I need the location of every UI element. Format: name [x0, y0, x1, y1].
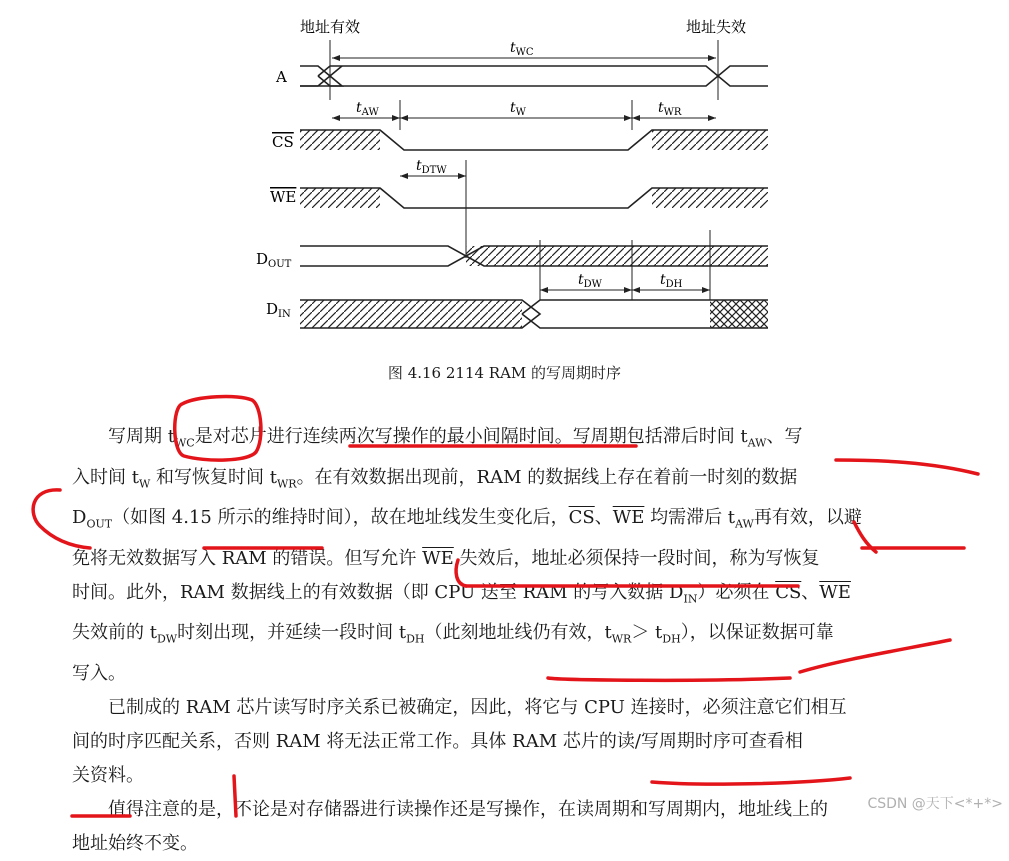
p1-line-7: 写入。: [72, 662, 126, 684]
p2-line-2: 间的时序匹配关系，否则 RAM 将无法正常工作。具体 RAM 芯片的读/写周期时序可查看相: [72, 730, 803, 752]
signal-din-label: $D_{IN}$: [266, 300, 291, 320]
write-cycle-timing-diagram: [0, 0, 1009, 400]
t-wr-label: $t_{WR}$: [658, 100, 682, 118]
t-w-label: $t_W$: [510, 100, 526, 118]
label-address-invalid: 地址失效: [686, 18, 747, 36]
din-crosshatch: [710, 300, 768, 328]
p1-line-6: 失效前的 $t_{DW}$时刻出现，并延续一段时间 $t_{DH}$（此刻地址线仍有效，$t_{WR}> t_{DH}$），以保证数据可靠: [72, 622, 834, 646]
t-wc-label: $t_{WC}$: [510, 40, 534, 58]
paragraph-1: [72, 420, 972, 691]
csdn-watermark: CSDN @天下<*+*>: [867, 796, 1003, 812]
signal-cs-label: CS: [272, 133, 294, 151]
p2-line-3: 关资料。: [72, 764, 144, 786]
t-dh-label: $t_{DH}$: [660, 272, 683, 290]
cs-hatch-left: [300, 130, 380, 150]
dout-waveform-valid: [300, 246, 466, 266]
p1-line-5: 时间。此外，RAM 数据线上的有效数据（即 CPU 送至 RAM 的写入数据 $D_{IN}$）必须在 $\overline{CS}$、$\overline{WE}$: [72, 581, 851, 606]
signal-a-label: A: [276, 68, 287, 86]
p3-line-1: 值得注意的是，不论是对存储器进行读操作还是写操作，在读周期和写周期内，地址线上的: [108, 798, 828, 820]
p1-line-2: 入时间 $t_W$ 和写恢复时间 $t_{WR}$。在有效数据出现前，RAM 的数据线上存在着前一时刻的数据: [72, 466, 798, 491]
body-text: [72, 420, 972, 861]
paragraph-2: [72, 691, 972, 793]
p3-line-2: 地址始终不变。: [72, 832, 198, 854]
p1-line-3: $D_{OUT}$（如图 4.15 所示的维持时间），故在地址线发生变化后，$\overline{CS}$、$\overline{WE}$ 均需滞后 $t_{AW}$再有效，以避: [72, 507, 862, 531]
signal-dout-label: $D_{OUT}$: [256, 250, 292, 270]
p1-line-1: 写周期 $t_{WC}$是对芯片进行连续两次写操作的最小间隔时间。写周期包括滞后时间 $t_{AW}$、写: [108, 426, 803, 450]
p1-line-4: 免将无效数据写入 RAM 的错误。但写允许 $\overline{WE}$ 失效后，地址必须保持一段时间，称为写恢复: [72, 547, 820, 569]
paragraph-3: [72, 793, 972, 861]
signal-a-waveform: [300, 66, 768, 86]
we-hatch-right: [652, 188, 768, 208]
we-hatch-left: [300, 188, 380, 208]
p2-line-1: 已制成的 RAM 芯片读写时序关系已被确定，因此，将它与 CPU 连接时，必须注意它们相互: [108, 696, 847, 718]
din-hatch: [300, 300, 522, 328]
label-address-valid: 地址有效: [300, 18, 361, 36]
cs-hatch-right: [652, 130, 768, 150]
dout-hatch: [466, 246, 768, 266]
t-aw-label: $t_{AW}$: [356, 100, 379, 118]
t-dw-label: $t_{DW}$: [578, 272, 602, 290]
signal-we-label: WE: [270, 188, 297, 206]
figure-caption: 图 4.16 2114 RAM 的写周期时序: [387, 364, 622, 382]
t-dtw-label: $t_{DTW}$: [416, 158, 447, 176]
